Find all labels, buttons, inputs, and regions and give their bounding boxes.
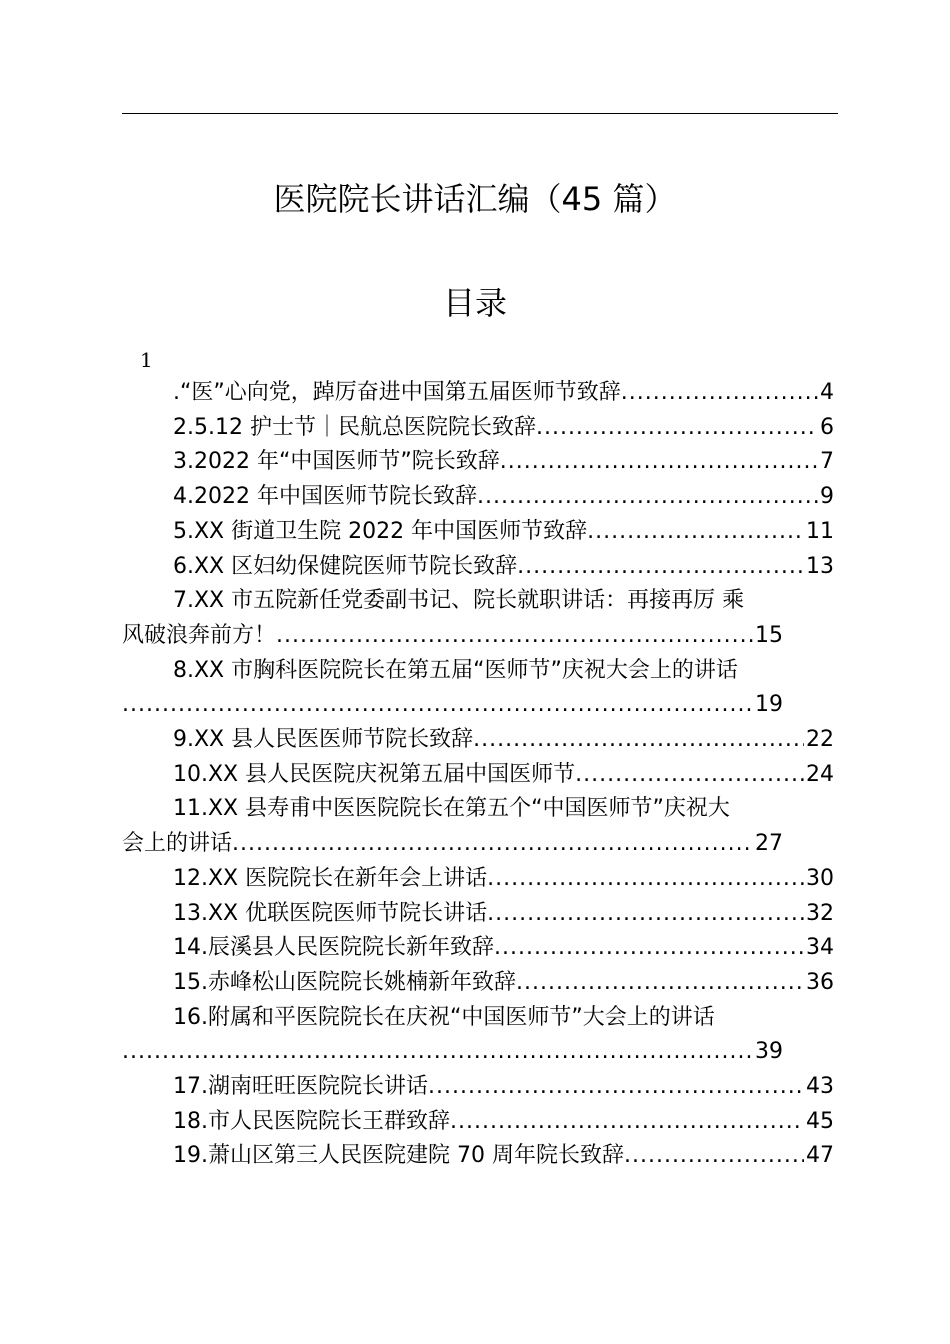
toc-entry-title: 12.XX 医院院长在新年会上讲话 xyxy=(173,865,488,891)
toc-entry-4[interactable] xyxy=(122,480,838,515)
table-of-contents xyxy=(122,376,838,1174)
toc-page-number: 19 xyxy=(755,692,783,718)
toc-page-number: 15 xyxy=(755,622,783,648)
toc-entry-title: 13.XX 优联医院医师节院长讲话 xyxy=(173,900,488,926)
toc-entry-17[interactable] xyxy=(122,1070,838,1105)
toc-entry-1[interactable] xyxy=(122,376,838,411)
toc-entry-5[interactable] xyxy=(122,515,838,550)
toc-entry-title: 16.附属和平医院院长在庆祝“中国医师节”大会上的讲话 xyxy=(173,1004,715,1030)
toc-leader-dots xyxy=(587,515,804,550)
toc-entry-title: 5.XX 街道卫生院 2022 年中国医师节致辞 xyxy=(173,518,588,544)
toc-page-number: 32 xyxy=(806,900,834,926)
toc-entry-title: 10.XX 县人民医院庆祝第五届中国医师节 xyxy=(173,761,576,787)
toc-entry-11[interactable] xyxy=(122,792,838,861)
toc-page-number: 11 xyxy=(806,518,834,544)
document-title: 医院院长讲话汇编（45 篇） xyxy=(273,180,677,218)
toc-leader-dots xyxy=(122,1035,753,1070)
toc-entry-title: 18.市人民医院院长王群致辞 xyxy=(173,1108,450,1134)
toc-entry-2[interactable] xyxy=(122,411,838,446)
toc-page-number: 34 xyxy=(806,935,834,961)
toc-entry-title: 2.5.12 护士节｜民航总医院院长致辞 xyxy=(173,414,536,440)
toc-entry-12[interactable] xyxy=(122,862,838,897)
toc-leader-dots xyxy=(122,688,753,723)
toc-entry-title: 9.XX 县人民医医师节院长致辞 xyxy=(173,727,474,753)
toc-entry-7[interactable] xyxy=(122,584,838,653)
toc-entry-15[interactable] xyxy=(122,966,838,1001)
toc-page-number: 27 xyxy=(755,831,783,857)
toc-leader-dots xyxy=(500,445,818,480)
toc-entry-title: 8.XX 市胸科医院院长在第五届“医师节”庆祝大会上的讲话 xyxy=(173,657,738,683)
toc-leader-dots xyxy=(487,897,804,932)
toc-page-number: 43 xyxy=(806,1074,834,1100)
header-rule xyxy=(122,113,838,114)
toc-leader-dots xyxy=(621,376,818,411)
toc-page-number: 47 xyxy=(806,1143,834,1169)
toc-entry-title: 14.辰溪县人民医院院长新年致辞 xyxy=(173,935,494,961)
toc-leader-dots xyxy=(487,862,804,897)
toc-entry-10[interactable] xyxy=(122,758,838,793)
toc-page-number: 24 xyxy=(806,761,834,787)
toc-entry-19[interactable] xyxy=(122,1139,838,1174)
toc-leader-dots xyxy=(473,723,804,758)
toc-entry-title: 17.湖南旺旺医院院长讲话 xyxy=(173,1074,428,1100)
toc-leader-dots xyxy=(517,550,804,585)
toc-leader-dots xyxy=(276,619,753,654)
toc-page-number: 36 xyxy=(806,969,834,995)
toc-entry-16[interactable] xyxy=(122,1001,838,1070)
toc-entry-title: 11.XX 县寿甫中医医院院长在第五个“中国医师节”庆祝大 xyxy=(173,796,730,822)
toc-entry-title: 3.2022 年“中国医师节”院长致辞 xyxy=(173,449,500,475)
toc-entry-title: 15.赤峰松山医院院长姚楠新年致辞 xyxy=(173,969,516,995)
toc-entry-title: .“医”心向党，踔厉奋进中国第五届医师节致辞 xyxy=(173,380,621,405)
toc-leader-dots xyxy=(232,827,753,862)
toc-page-number: 7 xyxy=(820,449,834,475)
toc-entry-14[interactable] xyxy=(122,931,838,966)
toc-page-number: 30 xyxy=(806,865,834,891)
toc-entry-8[interactable] xyxy=(122,654,838,723)
toc-entry-9[interactable] xyxy=(122,723,838,758)
toc-leader-dots xyxy=(536,411,818,446)
toc-entry-title-continued: 会上的讲话 xyxy=(122,831,233,857)
toc-leader-dots xyxy=(624,1139,804,1174)
toc-entry-13[interactable] xyxy=(122,897,838,932)
toc-page-number: 39 xyxy=(755,1039,783,1065)
toc-page-number: 22 xyxy=(806,727,834,753)
toc-leader-dots xyxy=(575,758,804,793)
toc-entry-title: 6.XX 区妇幼保健院医师节院长致辞 xyxy=(173,553,518,579)
toc-page-number: 13 xyxy=(806,553,834,579)
toc-leader-dots xyxy=(450,1105,804,1140)
toc-entry-title: 4.2022 年中国医师节院长致辞 xyxy=(173,484,477,510)
toc-heading: 目录 xyxy=(442,284,507,322)
toc-entry-title-continued: 风破浪奔前方！ xyxy=(122,622,277,648)
toc-page-number: 4 xyxy=(820,380,834,405)
toc-page-number: 45 xyxy=(806,1108,834,1134)
toc-leader-dots xyxy=(516,966,804,1001)
toc-leader-dots xyxy=(494,931,804,966)
toc-entry-6[interactable] xyxy=(122,550,838,585)
toc-leader-dots xyxy=(428,1070,804,1105)
toc-page-number: 6 xyxy=(820,414,834,440)
toc-leader-dots xyxy=(477,480,818,515)
toc-entry-3[interactable] xyxy=(122,445,838,480)
toc-entry-18[interactable] xyxy=(122,1105,838,1140)
toc-entry-title: 7.XX 市五院新任党委副书记、院长就职讲话：再接再厉 乘 xyxy=(173,588,745,614)
toc-page-number: 9 xyxy=(820,484,834,510)
footnote-marker: 1 xyxy=(140,348,153,372)
toc-entry-title: 19.萧山区第三人民医院建院 70 周年院长致辞 xyxy=(173,1143,624,1169)
